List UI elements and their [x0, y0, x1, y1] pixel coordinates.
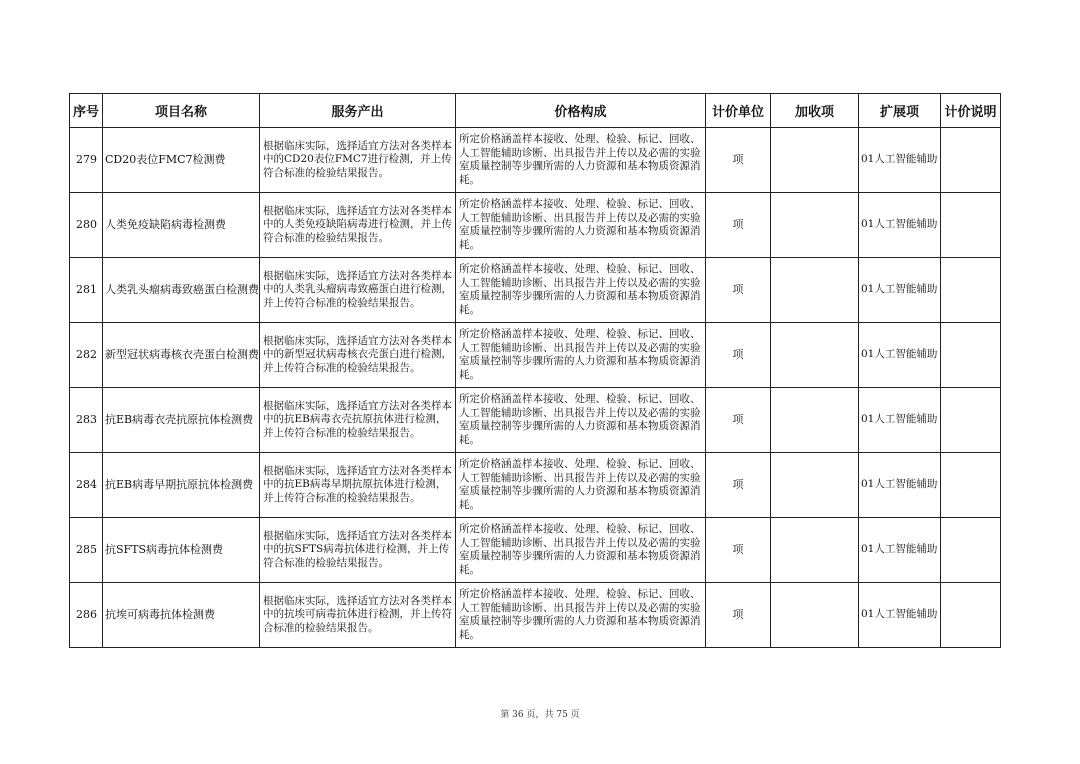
row-surcharge [771, 128, 859, 193]
row-item-name: 抗SFTS病毒抗体检测费 [103, 518, 260, 583]
table-row [70, 258, 1001, 323]
row-index: 281 [70, 258, 103, 323]
row-index: 284 [70, 453, 103, 518]
row-price-composition: 所定价格涵盖样本接收、处理、检验、标记、回收、人工智能辅助诊断、出具报告并上传以及必需的实验室质量控制等步骤所需的人力资源和基本物质资源消耗。 [456, 453, 706, 518]
row-price-composition: 所定价格涵盖样本接收、处理、检验、标记、回收、人工智能辅助诊断、出具报告并上传以及必需的实验室质量控制等步骤所需的人力资源和基本物质资源消耗。 [456, 388, 706, 453]
row-price-composition: 所定价格涵盖样本接收、处理、检验、标记、回收、人工智能辅助诊断、出具报告并上传以及必需的实验室质量控制等步骤所需的人力资源和基本物质资源消耗。 [456, 258, 706, 323]
row-item-name: 人类乳头瘤病毒致癌蛋白检测费 [103, 258, 260, 323]
table-row [70, 518, 1001, 583]
row-extension: 01人工智能辅助 [859, 518, 941, 583]
row-pricing-unit: 项 [706, 258, 771, 323]
row-service-output: 根据临床实际，选择适宜方法对各类样本中的抗EB病毒早期抗原抗体进行检测，并上传符合标准的检验结果报告。 [260, 453, 456, 518]
row-index: 279 [70, 128, 103, 193]
row-service-output: 根据临床实际，选择适宜方法对各类样本中的抗EB病毒衣壳抗原抗体进行检测，并上传符合标准的检验结果报告。 [260, 388, 456, 453]
header-service-output: 服务产出 [260, 94, 456, 128]
row-extension: 01人工智能辅助 [859, 453, 941, 518]
row-item-name: 抗EB病毒衣壳抗原抗体检测费 [103, 388, 260, 453]
table-row [70, 583, 1001, 648]
row-extension: 01人工智能辅助 [859, 323, 941, 388]
row-pricing-unit: 项 [706, 128, 771, 193]
header-price-composition: 价格构成 [456, 94, 706, 128]
header-surcharge: 加收项 [771, 94, 859, 128]
row-item-name: 新型冠状病毒核衣壳蛋白检测费 [103, 323, 260, 388]
row-price-composition: 所定价格涵盖样本接收、处理、检验、标记、回收、人工智能辅助诊断、出具报告并上传以及必需的实验室质量控制等步骤所需的人力资源和基本物质资源消耗。 [456, 323, 706, 388]
header-pricing-unit: 计价单位 [706, 94, 771, 128]
row-index: 282 [70, 323, 103, 388]
row-price-composition: 所定价格涵盖样本接收、处理、检验、标记、回收、人工智能辅助诊断、出具报告并上传以及必需的实验室质量控制等步骤所需的人力资源和基本物质资源消耗。 [456, 583, 706, 648]
row-index: 283 [70, 388, 103, 453]
row-pricing-note [941, 323, 1001, 388]
row-service-output: 根据临床实际，选择适宜方法对各类样本中的新型冠状病毒核衣壳蛋白进行检测，并上传符合标准的检验结果报告。 [260, 323, 456, 388]
row-surcharge [771, 583, 859, 648]
row-service-output: 根据临床实际，选择适宜方法对各类样本中的人类乳头瘤病毒致癌蛋白进行检测，并上传符合标准的检验结果报告。 [260, 258, 456, 323]
table-header-row [70, 94, 1001, 128]
header-index: 序号 [70, 94, 103, 128]
row-price-composition: 所定价格涵盖样本接收、处理、检验、标记、回收、人工智能辅助诊断、出具报告并上传以及必需的实验室质量控制等步骤所需的人力资源和基本物质资源消耗。 [456, 518, 706, 583]
header-extension: 扩展项 [859, 94, 941, 128]
price-table-container [69, 93, 1001, 648]
table-row [70, 128, 1001, 193]
row-surcharge [771, 323, 859, 388]
row-item-name: CD20表位FMC7检测费 [103, 128, 260, 193]
row-surcharge [771, 193, 859, 258]
row-extension: 01人工智能辅助 [859, 583, 941, 648]
row-extension: 01人工智能辅助 [859, 193, 941, 258]
row-pricing-note [941, 388, 1001, 453]
header-pricing-note: 计价说明 [941, 94, 1001, 128]
row-extension: 01人工智能辅助 [859, 258, 941, 323]
page-number-footer: 第 36 页，共 75 页 [500, 710, 580, 720]
row-surcharge [771, 518, 859, 583]
row-extension: 01人工智能辅助 [859, 388, 941, 453]
row-index: 280 [70, 193, 103, 258]
row-pricing-note [941, 518, 1001, 583]
row-price-composition: 所定价格涵盖样本接收、处理、检验、标记、回收、人工智能辅助诊断、出具报告并上传以及必需的实验室质量控制等步骤所需的人力资源和基本物质资源消耗。 [456, 193, 706, 258]
table-row [70, 323, 1001, 388]
row-surcharge [771, 388, 859, 453]
row-pricing-unit: 项 [706, 323, 771, 388]
table-row [70, 388, 1001, 453]
table-row [70, 453, 1001, 518]
row-index: 285 [70, 518, 103, 583]
row-pricing-unit: 项 [706, 193, 771, 258]
row-price-composition: 所定价格涵盖样本接收、处理、检验、标记、回收、人工智能辅助诊断、出具报告并上传以及必需的实验室质量控制等步骤所需的人力资源和基本物质资源消耗。 [456, 128, 706, 193]
row-pricing-unit: 项 [706, 388, 771, 453]
row-service-output: 根据临床实际，选择适宜方法对各类样本中的人类免疫缺陷病毒进行检测，并上传符合标准的检验结果报告。 [260, 193, 456, 258]
row-extension: 01人工智能辅助 [859, 128, 941, 193]
row-pricing-unit: 项 [706, 518, 771, 583]
row-service-output: 根据临床实际，选择适宜方法对各类样本中的抗SFTS病毒抗体进行检测，并上传符合标准的检验结果报告。 [260, 518, 456, 583]
row-pricing-note [941, 583, 1001, 648]
row-item-name: 人类免疫缺陷病毒检测费 [103, 193, 260, 258]
row-surcharge [771, 258, 859, 323]
row-pricing-unit: 项 [706, 453, 771, 518]
row-pricing-note [941, 128, 1001, 193]
row-pricing-unit: 项 [706, 583, 771, 648]
row-pricing-note [941, 453, 1001, 518]
row-index: 286 [70, 583, 103, 648]
row-pricing-note [941, 258, 1001, 323]
row-item-name: 抗EB病毒早期抗原抗体检测费 [103, 453, 260, 518]
header-item-name: 项目名称 [103, 94, 260, 128]
row-service-output: 根据临床实际，选择适宜方法对各类样本中的抗埃可病毒抗体进行检测，并上传符合标准的检验结果报告。 [260, 583, 456, 648]
price-table [69, 93, 1001, 648]
row-pricing-note [941, 193, 1001, 258]
row-service-output: 根据临床实际，选择适宜方法对各类样本中的CD20表位FMC7进行检测，并上传符合标准的检验结果报告。 [260, 128, 456, 193]
table-row [70, 193, 1001, 258]
row-surcharge [771, 453, 859, 518]
row-item-name: 抗埃可病毒抗体检测费 [103, 583, 260, 648]
